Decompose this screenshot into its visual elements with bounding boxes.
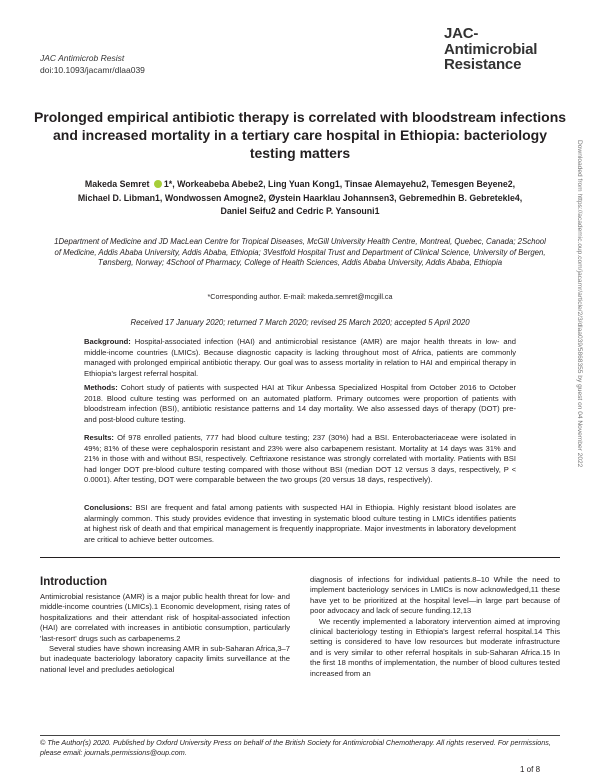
download-note-sidebar [574,140,584,600]
author-list [50,178,550,219]
intro-paragraph-2: Several studies have shown increasing AMR in sub-Saharan Africa,3–7 but inadequate bacteriology laboratory capacity limits surveillance at the national level and precludes aetiological [40,644,290,674]
download-note: Downloaded from https://academic.oup.com/jacamr/article/2/3/dlaa039/5868355 by guest on 04 November 2022 [576,140,583,468]
page-number: 1 of 8 [520,765,541,774]
brand-line-2: Antimicrobial [444,40,538,58]
abstract-methods-label: Methods: [84,383,118,392]
article-doi[interactable]: doi:10.1093/jacamr/dlaa039 [40,65,145,75]
body-right-column [310,575,560,679]
authors-line-1 [50,178,550,192]
abstract-background-label: Background: [84,337,131,346]
intro-paragraph-4: We recently implemented a laboratory intervention aimed at improving clinical bacteriology testing in Ethiopia's largest referral hospital.14 This setting is considered to have low resources but moderate infrastructure and is very similar to other referral hospitals in sub-Saharan Africa.15 In the first 18 months of implementation, the number of blood cultures tested increased from an [310,616,560,678]
abstract-background-text: Hospital-associated infection (HAI) and antimicrobial resistance (AMR) are major health threats in low- and middle-income countries (LMICs). Because diagnostic capacity is lacking throughout most of Africa, patients are commonly managed with prolonged empirical antibiotic therapy. Our goal was to assess mortality in relation to HAI and empirical therapy in Ethiopia's largest referral hospital. [84,337,516,378]
footer-divider [40,735,560,736]
intro-paragraph-1: Antimicrobial resistance (AMR) is a major public health threat for low- and middle-income countries (LMICs).1 Economic development, rising rates of hospitalizations and their attendant risk of hospital-associated infection (HAI) are correlated with increases in antibiotic consumption, particularly 'last-resort' drugs such as carbapenems.2 [40,592,290,643]
authors-line-2: Michael D. Libman1, Wondwossen Amogne2, Øystein Haarklau Johannsen3, Gebremedhin B. Gebretekle4, [77,192,523,203]
abstract-results-text: Of 978 enrolled patients, 777 had blood culture testing; 237 (30%) had a BSI. Enterobacteriaceae were isolated in 49%; 81% of these were cephalosporin resistant and 23% were also carbapenem resistant. Mortality at 14 days was 31% and 21% in those with and without BSI, respectively. Ceftriaxone resistance was strongly correlated with mortality. Patients with BSI had longer DOT pre-blood culture testing compared with those without BSI (median DOT 12 versus 3 days, respectively, P < 0.0001). After testing, DOT were comparable between the two groups (20 versus 18 days, respectively). [84,433,516,484]
abstract-methods-text: Cohort study of patients with suspected HAI at Tikur Anbessa Specialized Hospital from October 2016 to October 2018. Blood culture testing was performed on an automated platform. Primary outcomes were proportion of patients with bloodstream infection (BSI), antibiotic resistance patterns and 14 day mortality. We also assessed days of therapy (DOT) pre- and post-blood culture testing. [84,383,516,424]
abstract-conclusions [84,503,516,545]
copyright-notice: © The Author(s) 2020. Published by Oxford University Press on behalf of the British Society for Antimicrobial Chemotherapy. All rights reserved. For permissions, please email: journals.permissions@oup.com. [40,738,551,757]
section-divider [40,557,560,558]
first-author[interactable]: Makeda Semret [84,179,150,189]
abstract-conclusions-text: BSI are frequent and fatal among patients with suspected HAI in Ethiopia. Highly resistant blood isolates are alarmingly common. This study provides evidence that investing in systematic blood culture testing in LMICs identifies patients at highest risk of death and that empirical management is frequently inappropriate. Major investments in laboratory development are critical to achieve better outcomes. [84,503,516,544]
article-title: Prolonged empirical antibiotic therapy is correlated with bloodstream infections and increased mortality in a tertiary care hospital in Ethiopia: bacteriology testing matters [33,109,567,161]
abstract-conclusions-label: Conclusions: [84,503,133,512]
abstract-results [84,433,516,486]
journal-name: JAC Antimicrob Resist [40,53,125,63]
affiliations: 1Department of Medicine and JD MacLean Centre for Tropical Diseases, McGill University Health Centre, Montreal, Quebec, Canada; 2School of Medicine, Addis Ababa University, Addis Ababa, Ethiopia; 3Vestfold Hospital Trust and Department of Clinical Science, University of Bergen, Tønsberg, Norway; 4School of Pharmacy, College of Health Sciences, Addis Ababa University, Addis Ababa, Ethiopia [54,237,546,267]
abstract-background [84,337,516,379]
authors-line-3: Daniel Seifu2 and Cedric P. Yansouni1 [220,206,380,216]
body-left-column [40,592,290,675]
introduction-heading: Introduction [40,576,108,588]
journal-brand [444,26,537,73]
corresponding-author[interactable]: *Corresponding author. E-mail: makeda.semret@mcgill.ca [207,292,393,301]
received-dates: Received 17 January 2020; returned 7 March 2020; revised 25 March 2020; accepted 5 April 2020 [130,318,470,327]
abstract-methods [84,383,516,425]
brand-line-3: Resistance [444,56,522,73]
authors-line-1-rest: 1*, Workeabeba Abebe2, Ling Yuan Kong1, Tinsae Alemayehu2, Temesgen Beyene2, [163,179,516,189]
abstract-results-label: Results: [84,433,114,442]
intro-paragraph-3: diagnosis of infections for individual patients.8–10 While the need to implement bacteriology services in LMICs is now acknowledged,11 these have yet to be prioritized at the hospital level—in large part because of poor advocacy and lack of secure funding.12,13 [310,575,560,616]
brand-line-1: JAC- [444,25,479,42]
orcid-icon[interactable] [154,180,162,188]
